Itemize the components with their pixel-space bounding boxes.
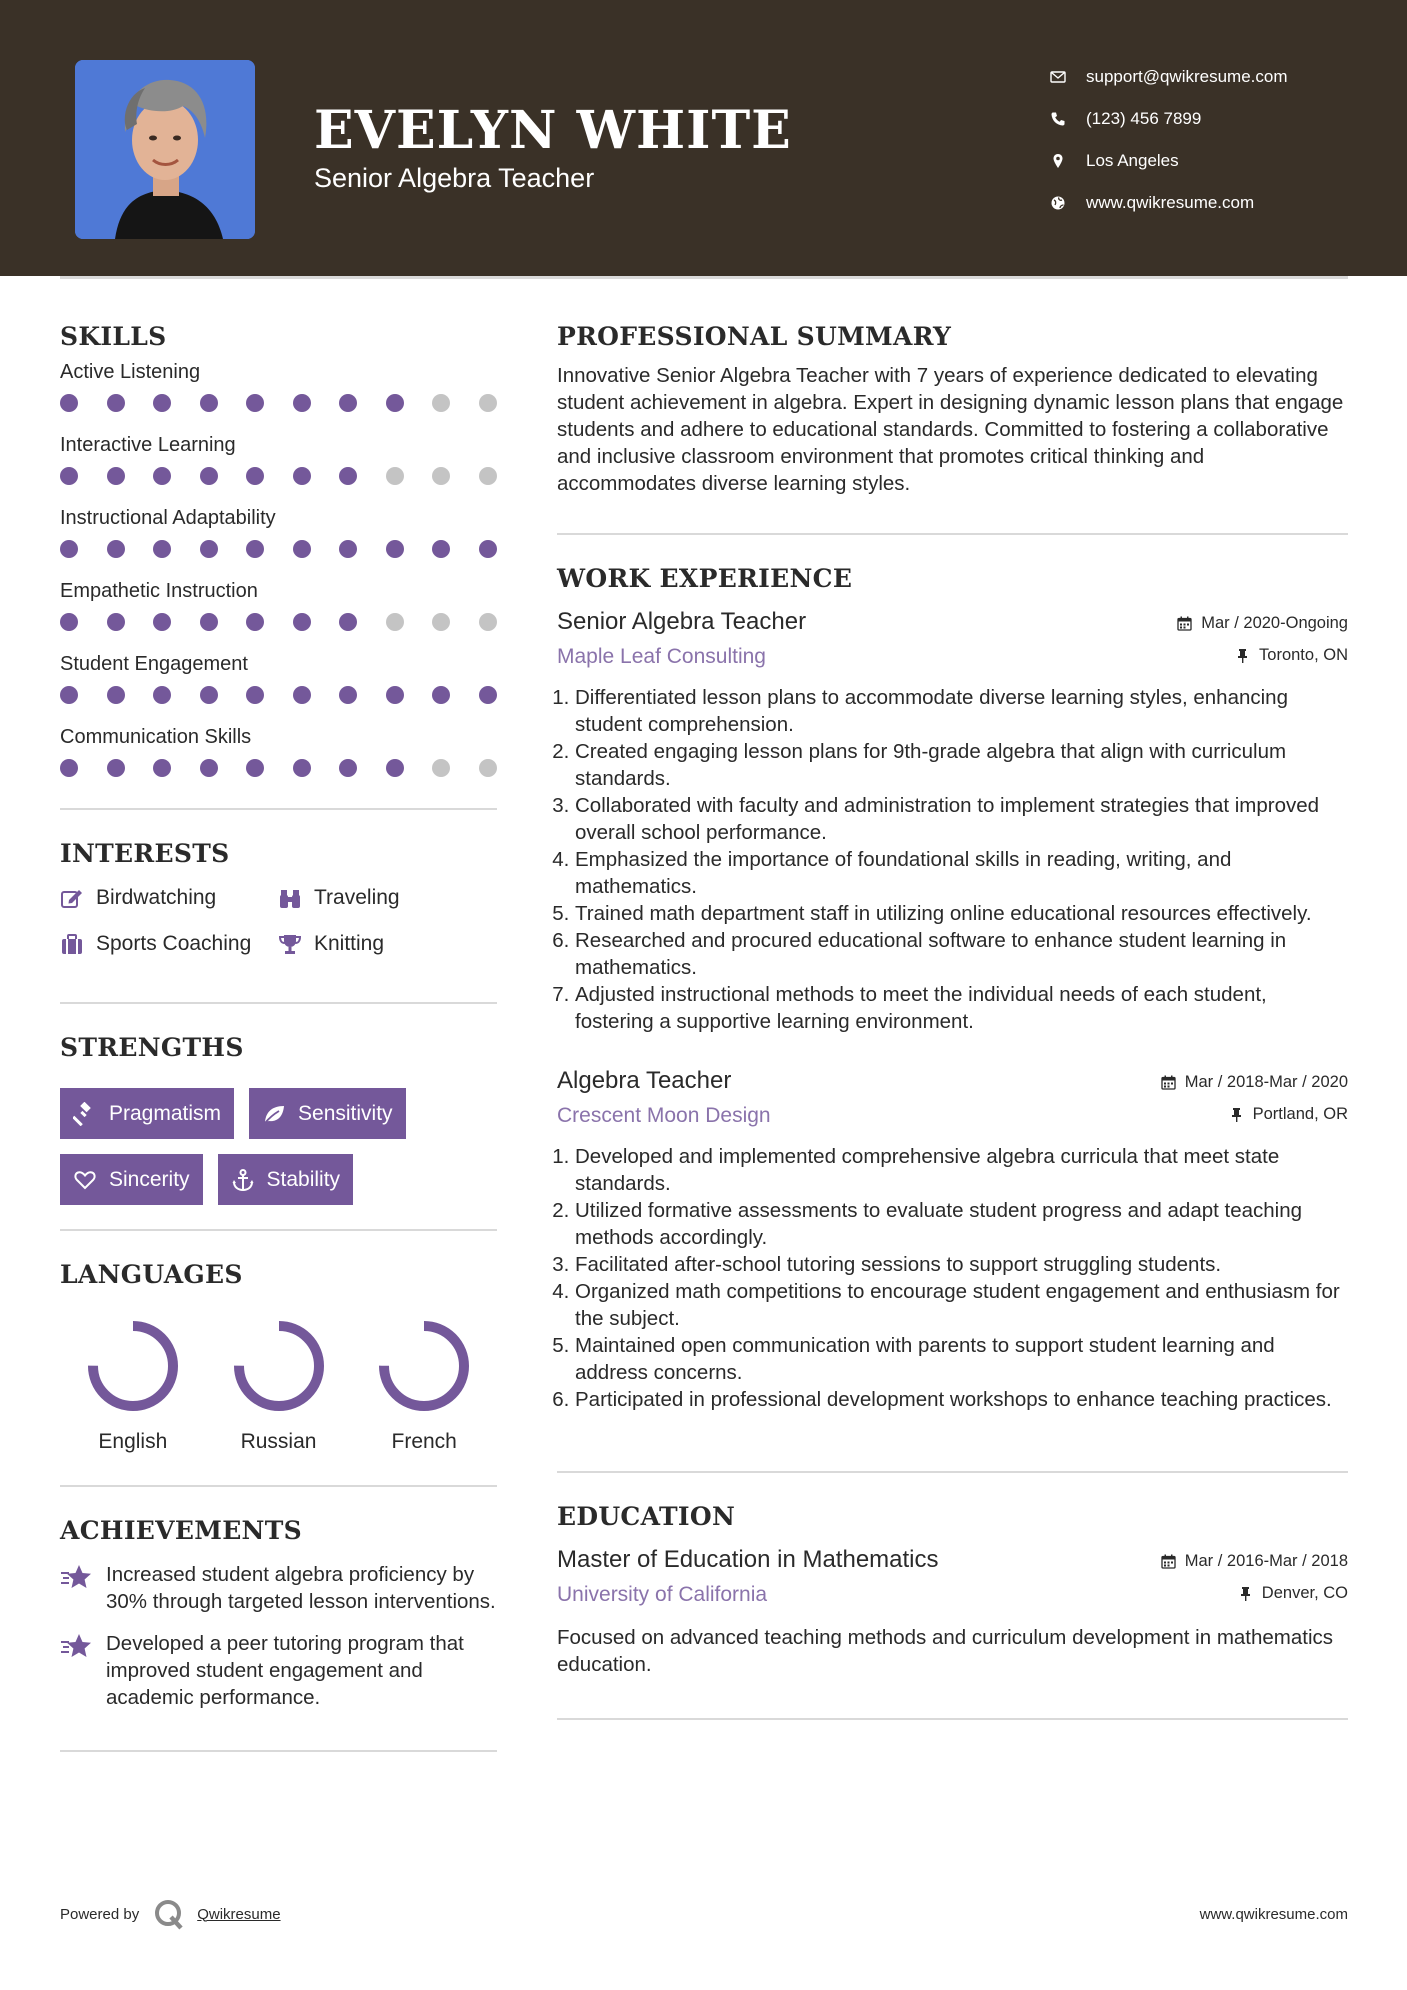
summary-text: Innovative Senior Algebra Teacher with 7 years of experience dedicated to elevating student achievement in algebra. Expert in designing dynamic lesson plans that engage students and adhere to educational standards. Committed to fostering a collaborative and inclusive classroom environment that promotes critical thinking and accommodates diverse learning styles. <box>557 364 1344 495</box>
job-bullets <box>557 684 1348 1035</box>
job-location <box>1229 1105 1348 1124</box>
language-item <box>351 1318 497 1454</box>
rating-dot-filled <box>60 613 78 631</box>
job-title: Senior Algebra Teacher <box>557 608 807 635</box>
footer-website[interactable]: www.qwikresume.com <box>1199 1906 1348 1923</box>
rating-dot-filled <box>200 394 218 412</box>
rating-dot-filled <box>153 394 171 412</box>
powered-by-text: Powered by <box>60 1905 140 1923</box>
rating-dot-filled <box>60 686 78 704</box>
contact-email-text: support@qwikresume.com <box>1086 67 1288 86</box>
language-ring <box>85 1318 181 1414</box>
rating-dot-filled <box>339 540 357 558</box>
skill-name: Empathetic Instruction <box>60 580 258 602</box>
summary-heading: PROFESSIONAL SUMMARY <box>557 322 952 351</box>
heart-icon <box>73 1168 97 1192</box>
rating-dot-empty <box>432 467 450 485</box>
achievement-text: Developed a peer tutoring program that improved student engagement and academic performance. <box>106 1632 464 1709</box>
rating-dot-filled <box>339 467 357 485</box>
languages-heading: LANGUAGES <box>60 1260 243 1289</box>
job-location-text: Portland, OR <box>1252 1105 1348 1123</box>
rating-dot-filled <box>60 467 78 485</box>
rating-dot-filled <box>60 759 78 777</box>
experience-divider <box>557 1471 1348 1473</box>
rating-dot-filled <box>153 686 171 704</box>
strengths-list <box>60 1088 497 1205</box>
language-name: English <box>98 1430 168 1453</box>
summary-divider <box>557 533 1348 535</box>
calendar-icon <box>1177 616 1192 631</box>
skill-name: Communication Skills <box>60 726 252 748</box>
strength-chip <box>218 1154 354 1205</box>
rating-dot-filled <box>107 613 125 631</box>
achievements-divider <box>60 1750 497 1752</box>
interest-item <box>278 930 478 958</box>
rating-dot-filled <box>293 686 311 704</box>
rating-dot-filled <box>60 394 78 412</box>
job-bullets <box>557 1143 1348 1413</box>
job-header <box>557 1067 1348 1131</box>
language-item <box>60 1318 206 1454</box>
job-bullet: 1. Developed and implemented comprehensive algebra curricula that meet state standards. <box>575 1143 1348 1197</box>
strengths-divider <box>60 1229 497 1231</box>
skill-rating <box>60 459 497 504</box>
phone-icon <box>1050 111 1086 127</box>
languages-list <box>60 1318 497 1454</box>
job-bullet: 2. Created engaging lesson plans for 9th-grade algebra that align with curriculum standards. <box>575 738 1348 792</box>
rating-dot-filled <box>200 467 218 485</box>
job-bullet: 4. Organized math competitions to encourage student engagement and enthusiasm for the subject. <box>575 1278 1348 1332</box>
strengths-heading: STRENGTHS <box>60 1033 244 1062</box>
rating-dot-empty <box>479 394 497 412</box>
qwikresume-link[interactable]: Qwikresume <box>197 1905 281 1923</box>
rating-dot-filled <box>386 540 404 558</box>
skill-rating <box>60 605 497 650</box>
education-date-text: Mar / 2016-Mar / 2018 <box>1184 1552 1348 1570</box>
education-header <box>557 1546 1348 1610</box>
pushpin-icon <box>1229 1107 1244 1122</box>
rating-dot-filled <box>107 540 125 558</box>
candidate-name: EVELYN WHITE <box>314 100 792 161</box>
interest-label: Knitting <box>314 932 385 955</box>
rating-dot-filled <box>246 613 264 631</box>
rating-dot-filled <box>107 394 125 412</box>
job-location-text: Toronto, ON <box>1259 646 1348 664</box>
rating-dot-filled <box>386 759 404 777</box>
strength-label: Sincerity <box>109 1167 190 1191</box>
job-bullet: 5. Trained math department staff in utilizing online educational resources effectively. <box>575 900 1348 927</box>
portrait-image <box>75 60 255 239</box>
contact-location-text: Los Angeles <box>1086 151 1179 170</box>
job-bullet: 1. Differentiated lesson plans to accommodate diverse learning styles, enhancing student comprehension. <box>575 684 1348 738</box>
job-title: Algebra Teacher <box>557 1067 732 1094</box>
strength-chip <box>249 1088 406 1139</box>
rating-dot-filled <box>386 686 404 704</box>
rating-dot-filled <box>479 686 497 704</box>
pencil-square-icon <box>60 887 96 909</box>
rating-dot-empty <box>432 613 450 631</box>
job-bullet: 5. Maintained open communication with parents to support student learning and address concerns. <box>575 1332 1348 1386</box>
rating-dot-filled <box>339 686 357 704</box>
rating-dot-filled <box>200 759 218 777</box>
rating-dot-filled <box>246 759 264 777</box>
interests-divider <box>60 1002 497 1004</box>
job-bullet: 7. Adjusted instructional methods to meet the individual needs of each student, fostering a supportive learning environment. <box>575 981 1348 1035</box>
candidate-title: Senior Algebra Teacher <box>314 163 595 193</box>
languages-divider <box>60 1485 497 1487</box>
achievement-item <box>60 1561 497 1615</box>
language-ring <box>376 1318 472 1414</box>
rating-dot-filled <box>432 686 450 704</box>
rating-dot-filled <box>107 686 125 704</box>
rating-dot-filled <box>293 613 311 631</box>
language-level-arc <box>93 1326 173 1406</box>
interest-label: Sports Coaching <box>96 932 252 955</box>
job-date-text: Mar / 2020-Ongoing <box>1201 614 1348 632</box>
interest-item <box>60 930 278 958</box>
rating-dot-filled <box>246 467 264 485</box>
rating-dot-filled <box>153 467 171 485</box>
skill-rating <box>60 532 497 577</box>
interests-list <box>60 884 497 958</box>
rating-dot-empty <box>432 394 450 412</box>
rating-dot-filled <box>107 759 125 777</box>
header-divider <box>60 276 1348 279</box>
calendar-icon <box>1161 1075 1176 1090</box>
left-column <box>60 322 497 1752</box>
rating-dot-filled <box>386 394 404 412</box>
rating-dot-filled <box>153 540 171 558</box>
experience-heading: WORK EXPERIENCE <box>557 564 853 593</box>
skill-name: Student Engagement <box>60 653 248 675</box>
star-icon <box>60 1630 106 1711</box>
skills-list <box>60 358 497 796</box>
interest-label: Birdwatching <box>96 886 217 909</box>
job-bullet: 3. Collaborated with faculty and administration to implement strategies that improved overall school performance. <box>575 792 1348 846</box>
job-date-text: Mar / 2018-Mar / 2020 <box>1184 1073 1348 1091</box>
contact-phone-text: (123) 456 7899 <box>1086 109 1202 128</box>
skill-name: Active Listening <box>60 361 201 383</box>
skills-heading: SKILLS <box>60 322 167 351</box>
contact-location <box>1050 140 1288 182</box>
rating-dot-empty <box>386 613 404 631</box>
rating-dot-filled <box>339 759 357 777</box>
footer-powered-by <box>60 1898 281 1930</box>
job-header <box>557 608 1348 672</box>
education-school: University of California <box>557 1583 768 1606</box>
language-ring <box>231 1318 327 1414</box>
skill-rating <box>60 678 497 723</box>
interest-item <box>278 884 478 912</box>
education-divider <box>557 1718 1348 1720</box>
rating-dot-filled <box>200 540 218 558</box>
language-level-arc <box>384 1326 464 1406</box>
education-description: Focused on advanced teaching methods and curriculum development in mathematics education. <box>557 1626 1334 1676</box>
rating-dot-filled <box>200 686 218 704</box>
profile-photo <box>75 60 255 239</box>
language-level-arc <box>239 1326 319 1406</box>
education-heading: EDUCATION <box>557 1502 736 1531</box>
job-date <box>1177 614 1348 633</box>
strength-label: Sensitivity <box>298 1101 393 1125</box>
strength-label: Stability <box>266 1167 341 1191</box>
right-column <box>557 322 1348 1720</box>
skill-rating <box>60 386 497 431</box>
trophy-icon <box>278 933 314 955</box>
rating-dot-filled <box>432 540 450 558</box>
education-degree: Master of Education in Mathematics <box>557 1546 939 1573</box>
education-date <box>1161 1552 1348 1571</box>
anchor-icon <box>231 1168 255 1192</box>
contact-website[interactable] <box>1050 182 1288 224</box>
rating-dot-filled <box>60 540 78 558</box>
rating-dot-empty <box>479 613 497 631</box>
rating-dot-filled <box>153 613 171 631</box>
rating-dot-filled <box>153 759 171 777</box>
achievements-heading: ACHIEVEMENTS <box>60 1516 302 1545</box>
rating-dot-filled <box>293 540 311 558</box>
globe-icon <box>1050 195 1086 211</box>
strength-chip <box>60 1154 203 1205</box>
rating-dot-filled <box>246 394 264 412</box>
resume-header <box>0 0 1407 276</box>
interests-heading: INTERESTS <box>60 839 230 868</box>
job-bullet: 6. Researched and procured educational software to enhance student learning in mathematics. <box>575 927 1348 981</box>
pushpin-icon <box>1235 648 1250 663</box>
contact-list <box>1050 56 1288 224</box>
rating-dot-filled <box>200 613 218 631</box>
job-company: Maple Leaf Consulting <box>557 645 766 668</box>
rating-dot-filled <box>293 394 311 412</box>
star-icon <box>60 1561 106 1615</box>
strength-chip <box>60 1088 234 1139</box>
briefcase-icon <box>60 933 96 955</box>
map-marker-icon <box>1050 153 1086 169</box>
interest-item <box>60 884 278 912</box>
gavel-icon <box>73 1102 97 1126</box>
rating-dot-filled <box>246 686 264 704</box>
rating-dot-empty <box>432 759 450 777</box>
leaf-icon <box>262 1102 286 1126</box>
job-date <box>1161 1073 1348 1092</box>
rating-dot-filled <box>246 540 264 558</box>
envelope-icon <box>1050 69 1086 85</box>
job-bullet: 6. Participated in professional development workshops to enhance teaching practices. <box>575 1386 1348 1413</box>
job-company: Crescent Moon Design <box>557 1104 771 1127</box>
education-location-text: Denver, CO <box>1261 1584 1348 1602</box>
contact-website-text: www.qwikresume.com <box>1086 193 1255 212</box>
rating-dot-empty <box>386 467 404 485</box>
skill-name: Instructional Adaptability <box>60 507 276 529</box>
education-location <box>1238 1584 1348 1603</box>
skill-name: Interactive Learning <box>60 434 236 456</box>
interest-label: Traveling <box>314 886 400 909</box>
rating-dot-filled <box>339 613 357 631</box>
pushpin-icon <box>1238 1586 1253 1601</box>
language-item <box>206 1318 352 1454</box>
job-bullet: 4. Emphasized the importance of foundational skills in reading, writing, and mathematics. <box>575 846 1348 900</box>
calendar-icon <box>1161 1554 1176 1569</box>
rating-dot-filled <box>293 467 311 485</box>
job-bullet: 2. Utilized formative assessments to evaluate student progress and adapt teaching methods accordingly. <box>575 1197 1348 1251</box>
rating-dot-filled <box>107 467 125 485</box>
achievement-item <box>60 1630 497 1711</box>
rating-dot-empty <box>479 467 497 485</box>
contact-email[interactable] <box>1050 56 1288 98</box>
skill-rating <box>60 751 497 796</box>
job-location <box>1235 646 1348 665</box>
rating-dot-empty <box>479 759 497 777</box>
rating-dot-filled <box>479 540 497 558</box>
binoculars-icon <box>278 887 314 909</box>
achievement-text: Increased student algebra proficiency by 30% through targeted lesson interventions. <box>106 1563 496 1613</box>
contact-phone[interactable] <box>1050 98 1288 140</box>
job-bullet: 3. Facilitated after-school tutoring sessions to support struggling students. <box>575 1251 1348 1278</box>
qwikresume-logo-icon <box>153 1898 185 1930</box>
rating-dot-filled <box>339 394 357 412</box>
language-name: French <box>391 1430 457 1453</box>
strength-label: Pragmatism <box>109 1101 222 1125</box>
rating-dot-filled <box>293 759 311 777</box>
skills-divider <box>60 808 497 810</box>
language-name: Russian <box>240 1430 317 1453</box>
